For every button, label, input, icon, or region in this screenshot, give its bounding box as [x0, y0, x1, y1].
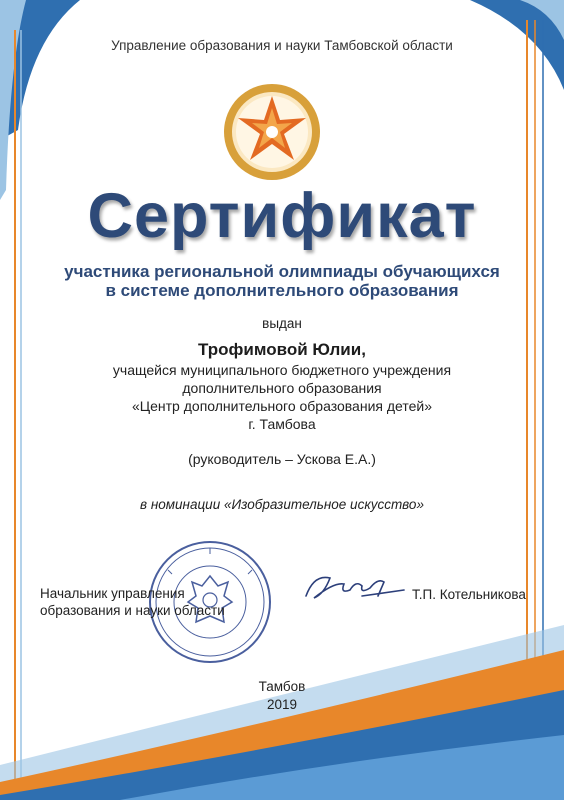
olympiad-emblem-icon: [222, 82, 322, 182]
recipient-line-2: дополнительного образования: [182, 380, 382, 396]
subtitle-line-1: участника региональной олимпиады обучающихся: [64, 262, 500, 281]
issued-label: выдан: [262, 316, 302, 331]
recipient-line-1: учащейся муниципального бюджетного учреждения: [112, 362, 452, 378]
recipient-line-4: г. Тамбова: [248, 416, 316, 432]
signatory-position-line-2: образования и науки области: [40, 603, 225, 618]
footer-year: 2019: [266, 697, 298, 712]
signature-icon: [300, 560, 410, 610]
signatory-name: Т.П. Котельникова: [412, 587, 526, 602]
signatory-position-line-1: Начальник управления: [40, 586, 185, 601]
footer-city: Тамбов: [258, 679, 306, 694]
header-organization: Управление образования и науки Тамбовской области: [111, 38, 453, 53]
official-seal-icon: [148, 540, 272, 664]
subtitle-line-2: в системе дополнительного образования: [105, 281, 459, 300]
certificate-title: Сертификат: [87, 181, 477, 251]
nomination: в номинации «Изобразительное искусство»: [140, 497, 424, 512]
recipient-line-3: «Центр дополнительного образования детей»: [131, 398, 432, 414]
recipient-name: Трофимовой Юлии,: [198, 340, 366, 359]
leader-note: (руководитель – Ускова Е.А.): [188, 451, 376, 467]
